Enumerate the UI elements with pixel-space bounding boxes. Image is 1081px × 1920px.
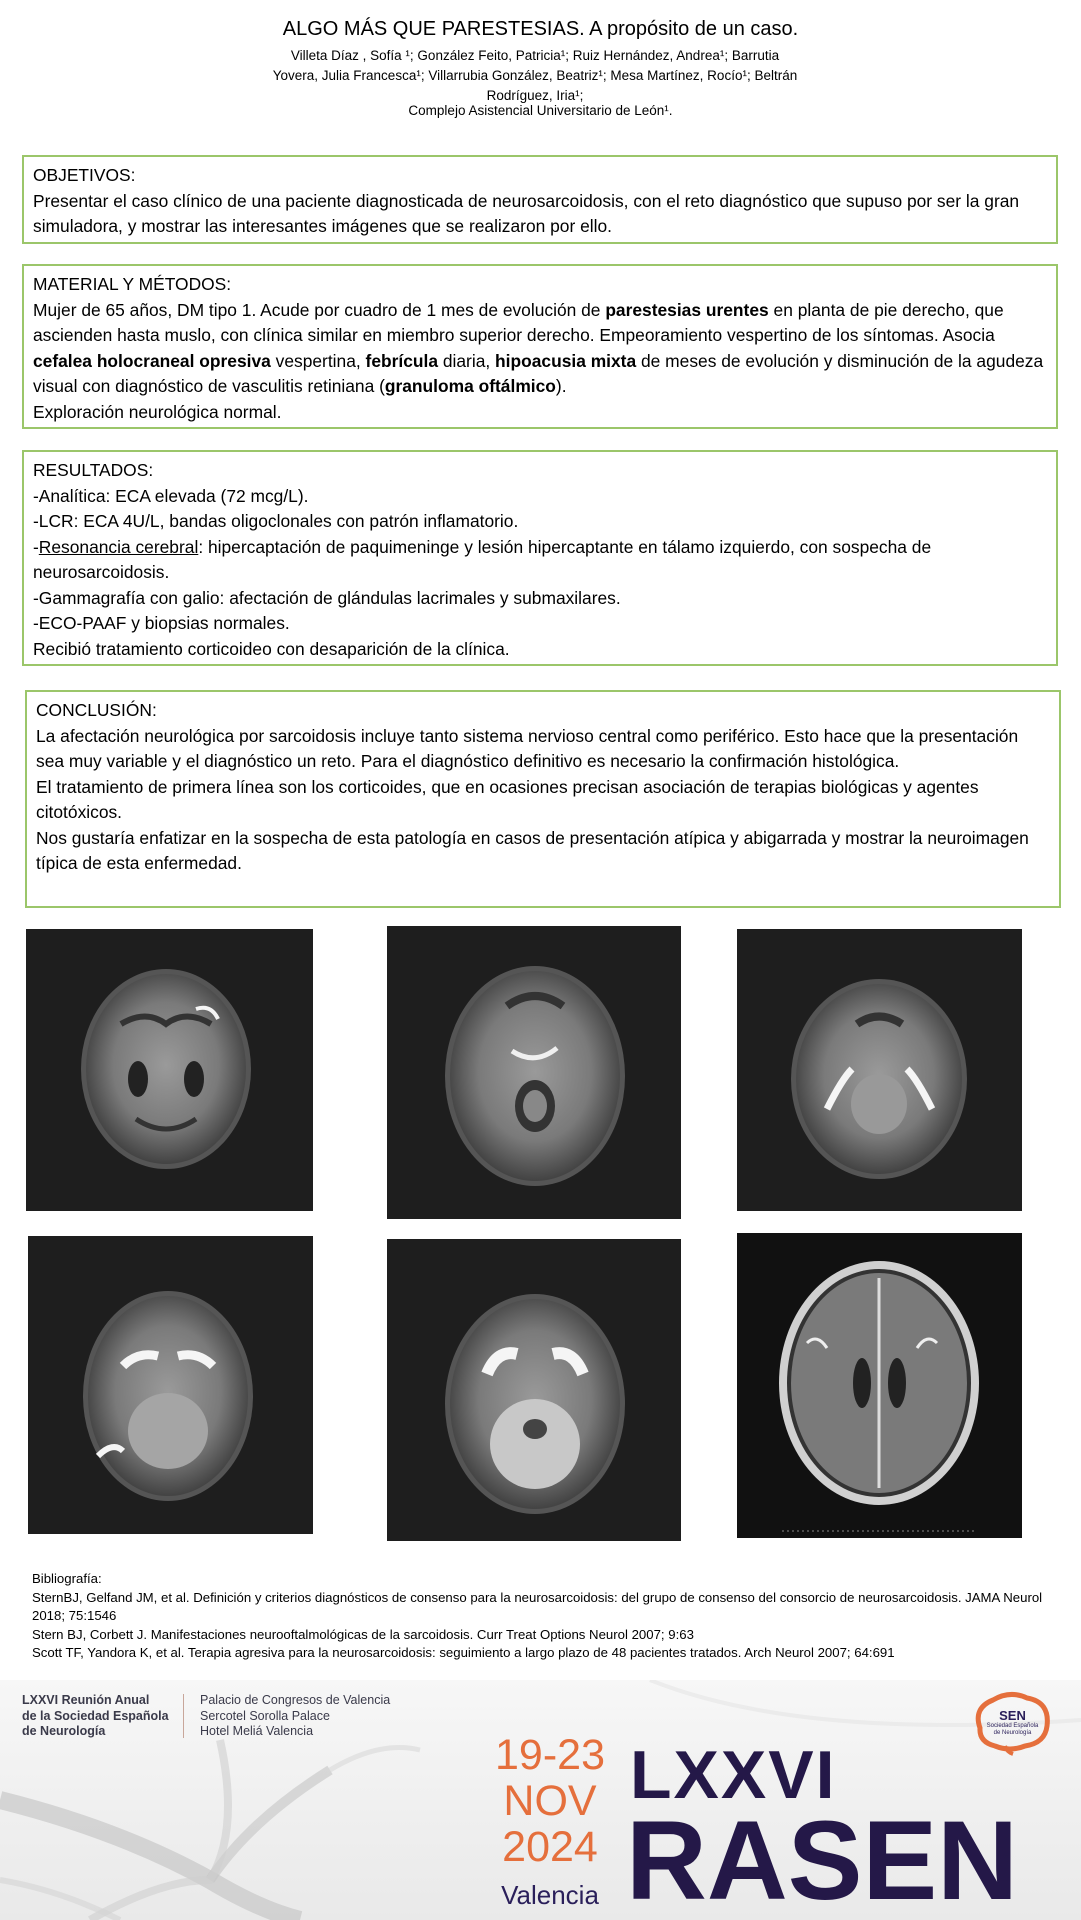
dates-line: 19-23 (495, 1731, 605, 1779)
reference: Stern BJ, Corbett J. Manifestaciones neurooftalmológicas de la sarcoidosis. Curr Treat Options Neurol 2007; 9:63 (32, 1626, 694, 1642)
logo-subtitle (965, 1723, 1060, 1737)
result-line: -Gammagrafía con galio: afectación de glándulas lacrimales y submaxilares. (33, 587, 621, 608)
resultados-section (22, 450, 1058, 666)
text-run: Mujer de 65 años, DM tipo 1. Acude por cuadro de 1 mes de evolución de (33, 299, 606, 320)
event-city: Valencia (501, 1880, 599, 1910)
bibliography-heading: Bibliografía: (32, 1571, 102, 1586)
meeting-line: de la Sociedad Española (22, 1708, 169, 1723)
section-text: La afectación neurológica por sarcoidosis incluye tanto sistema nervioso central como periférico. Esto hace que la presentación sea muy variable y el diagnóstico un reto. Para el diagnóstico definitivo es necesario la confirmación histológica. (36, 725, 1019, 771)
emphasis: febrícula (365, 350, 439, 371)
text-run: en planta de pie derecho, que ascienden hasta muslo, con clínica similar en miembro superior derecho. Empeoramiento vespertino de los síntomas. Asocia (33, 299, 1004, 345)
logo-subtitle-line: de Neurología (993, 1730, 1032, 1736)
section-text: Exploración neurológica normal. (33, 401, 282, 422)
poster-title: ALGO MÁS QUE PARESTESIAS. A propósito de un caso. (282, 18, 799, 40)
venue-list (200, 1693, 390, 1740)
result-line: -ECO-PAAF y biopsias normales. (33, 613, 290, 633)
text-run: ). (555, 376, 567, 396)
logo-subtitle-line: Sociedad Española (986, 1723, 1039, 1729)
divider (183, 1694, 184, 1738)
result-line: -LCR: ECA 4U/L, bandas oligoclonales con patrón inflamatorio. (33, 511, 519, 531)
mri-image (28, 1236, 313, 1534)
section-heading: MATERIAL Y MÉTODOS: (33, 274, 232, 294)
affiliation: Complejo Asistencial Universitario de León¹. (408, 103, 673, 118)
section-text: El tratamiento de primera línea son los corticoides, que en ocasiones precisan asociación de terapias biológicas y agentes citotóxicos. (36, 776, 979, 822)
text-run: de meses de evolución y disminución de la agudeza visual con diagnóstico de vasculitis retiniana ( (33, 350, 1044, 396)
conclusion-section (25, 690, 1061, 908)
section-text: Nos gustaría enfatizar en la sospecha de esta patología en casos de presentación atípica y abigarrada y mostrar la neuroimagen típica de esta enfermedad. (36, 827, 1029, 873)
mri-dwi-axial-5 (387, 1239, 681, 1541)
underlined-term: Resonancia cerebral (38, 536, 199, 557)
authors-line: Rodríguez, Iria¹; (486, 88, 584, 103)
text-run: vespertina, (270, 350, 366, 371)
mri-dwi-axial-1 (26, 929, 313, 1211)
mri-image (737, 929, 1022, 1211)
authors-line: Villeta Díaz , Sofía ¹; González Feito, Patricia¹; Ruiz Hernández, Andrea¹; Barrutia (290, 48, 780, 63)
result-line: Recibió tratamiento corticoideo con desaparición de la clínica. (33, 638, 510, 659)
congress-banner (0, 1680, 1081, 1920)
event-dates (470, 1732, 630, 1870)
meeting-line: de Neurología (22, 1724, 106, 1738)
result-line: -Analítica: ECA elevada (72 mcg/L). (33, 485, 309, 506)
emphasis: hipoacusia mixta (495, 350, 637, 371)
mri-image (737, 1233, 1022, 1538)
text-run: : hipercaptación de paquimeninge y lesión hipercaptante en tálamo izquierdo, con sospecha de neurosarcoidosis. (33, 536, 932, 582)
mri-dwi-axial-4 (28, 1236, 313, 1534)
objetivos-section (22, 155, 1058, 244)
venue-line: Palacio de Congresos de Valencia (200, 1693, 391, 1707)
mri-dwi-axial-3 (737, 929, 1022, 1211)
emphasis: granuloma oftálmico (384, 376, 556, 396)
reference: SternBJ, Gelfand JM, et al. Definición y criterios diagnósticos de consenso para la neurosarcoidosis: del grupo de consenso del consorcio de neurosarcoidosis. JAMA Neurol 2018; 75:1546 (32, 1589, 1043, 1623)
venue-line: Sercotel Sorolla Palace (200, 1708, 330, 1723)
dates-line: NOV (503, 1777, 597, 1825)
text-run: - (33, 536, 39, 557)
mri-t1-contrast-axial (737, 1233, 1022, 1538)
logo-text: SEN (999, 1708, 1026, 1723)
event-number: LXXVI (630, 1737, 837, 1813)
emphasis: cefalea holocraneal opresiva (33, 350, 271, 371)
mri-image (387, 926, 681, 1219)
mri-image (26, 929, 313, 1211)
mri-image (387, 1239, 681, 1541)
meeting-name (22, 1693, 169, 1740)
author-list (245, 46, 825, 106)
result-line (33, 535, 1047, 586)
section-text: Presentar el caso clínico de una paciente diagnosticada de neurosarcoidosis, con el reto diagnóstico que supuso por ser la gran simuladora, y mostrar las interesantes imágenes que se realizaron por ello. (33, 190, 1020, 236)
bibliography (32, 1570, 1052, 1663)
text-run: diaria, (438, 350, 496, 371)
reference: Scott TF, Yandora K, et al. Terapia agresiva para la neurosarcoidosis: seguimiento a largo plazo de 48 pacientes tratados. Arch Neurol 2007; 64:691 (32, 1645, 895, 1660)
mri-dwi-axial-2 (387, 926, 681, 1219)
emphasis: parestesias urentes (605, 299, 769, 320)
material-section (22, 264, 1058, 429)
sen-logo (965, 1688, 1060, 1756)
section-text (33, 298, 1047, 400)
dates-line: 2024 (502, 1823, 598, 1871)
meeting-line: LXXVI Reunión Anual (22, 1693, 150, 1707)
venue-line: Hotel Meliá Valencia (200, 1724, 314, 1738)
section-heading: RESULTADOS: (33, 460, 154, 480)
authors-line: Yovera, Julia Francesca¹; Villarrubia González, Beatriz¹; Mesa Martínez, Rocío¹; Beltrán (272, 68, 798, 83)
section-heading: CONCLUSIÓN: (36, 700, 157, 720)
section-heading: OBJETIVOS: (33, 165, 136, 185)
event-name: RASEN (626, 1798, 1019, 1920)
